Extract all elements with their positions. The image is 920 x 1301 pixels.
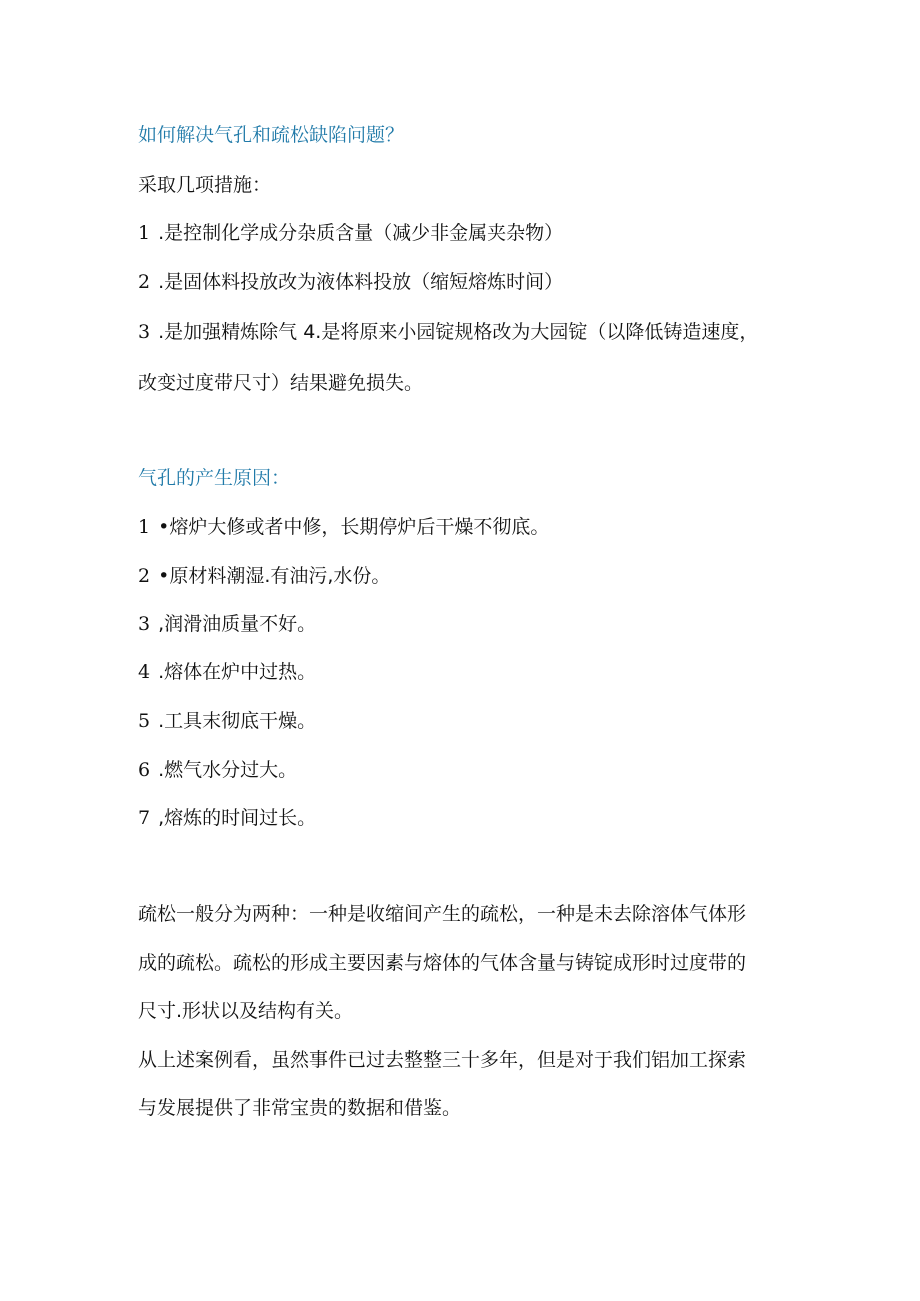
item-number: 7 <box>138 807 151 829</box>
measure-item-3 <box>138 320 758 344</box>
item-text: .是固体料投放改为液体料投放（缩短熔炼时间） <box>152 271 564 293</box>
cause-item-5 <box>138 709 316 733</box>
item-number: 5 <box>138 710 151 732</box>
cause-item-1 <box>138 515 549 539</box>
measure-item-1 <box>138 221 563 245</box>
section-heading-pore-causes: 气孔的产生原因： <box>138 467 291 489</box>
measures-intro: 采取几项措施： <box>138 174 272 196</box>
item-text: •原材料潮湿.有油污,水份。 <box>152 565 391 587</box>
paragraph-line-2: 成的疏松。疏松的形成主要因素与熔体的气体含量与铸锭成形时过度带的 <box>138 952 747 974</box>
item-text: .是控制化学成分杂质含量（减少非金属夹杂物） <box>152 222 564 244</box>
item-number: 3 <box>138 321 151 343</box>
item-number: 3 <box>138 613 151 635</box>
measure-item-2 <box>138 270 563 294</box>
item-text: .燃气水分过大。 <box>152 759 298 781</box>
section-heading-solutions: 如何解决气孔和疏松缺陷问题？ <box>138 124 405 146</box>
paragraph-line-1: 疏松一般分为两种：一种是收缩间产生的疏松，一种是未去除溶体气体形 <box>138 903 747 925</box>
item-number: 2 <box>138 271 151 293</box>
cause-item-2 <box>138 564 390 588</box>
item-number: 2 <box>138 565 151 587</box>
item-text: .工具末彻底干燥。 <box>152 710 317 732</box>
item-text: •熔炉大修或者中修，长期停炉后干燥不彻底。 <box>152 516 550 538</box>
paragraph-line-5: 与发展提供了非常宝贵的数据和借鉴。 <box>138 1097 462 1119</box>
cause-item-7 <box>138 806 316 830</box>
item-text: ,润滑油质量不好。 <box>152 613 317 635</box>
item-number: 1 <box>138 222 151 244</box>
item-number: 6 <box>138 759 151 781</box>
paragraph-line-4: 从上述案例看，虽然事件已过去整整三十多年，但是对于我们铝加工探索 <box>138 1049 747 1071</box>
item-text: .是加强精炼除气 4.是将原来小园锭规格改为大园锭（以降低铸造速度， <box>152 321 759 343</box>
paragraph-line-3: 尺寸.形状以及结构有关。 <box>138 1000 354 1022</box>
measure-item-3-continuation: 改变过度带尺寸）结果避免损失。 <box>138 372 424 394</box>
cause-item-4 <box>138 660 316 684</box>
item-number: 1 <box>138 516 151 538</box>
item-number: 4 <box>138 661 151 683</box>
cause-item-6 <box>138 758 297 782</box>
item-text: ,熔炼的时间过长。 <box>152 807 317 829</box>
item-text: .熔体在炉中过热。 <box>152 661 317 683</box>
cause-item-3 <box>138 612 316 636</box>
